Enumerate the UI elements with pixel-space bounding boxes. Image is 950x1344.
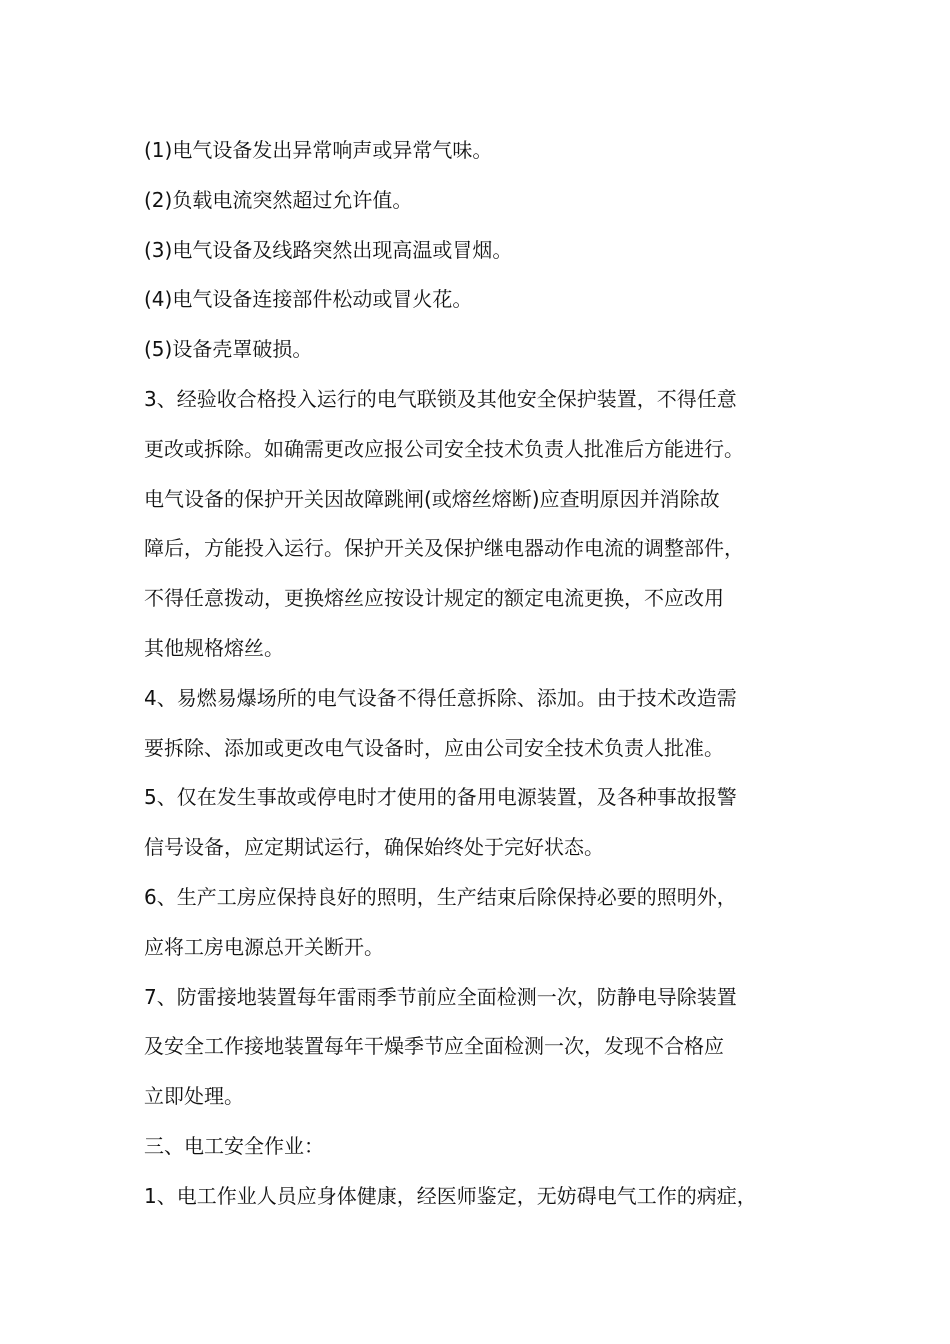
text-line: 其他规格熔丝。 [144, 635, 284, 660]
text-line: 6、生产工房应保持良好的照明，生产结束后除保持必要的照明外， [144, 884, 737, 909]
text-line: 不得任意拨动，更换熔丝应按设计规定的额定电流更换，不应改用 [144, 586, 724, 611]
text-line: 障后，方能投入运行。保护开关及保护继电器动作电流的调整部件， [144, 536, 744, 561]
text-line: (5)设备壳罩破损。 [144, 337, 313, 362]
text-line: 电气设备的保护开关因故障跳闸(或熔丝熔断)应查明原因并消除故 [144, 486, 720, 511]
text-line: 更改或拆除。如确需更改应报公司安全技术负责人批准后方能进行。 [144, 436, 744, 461]
text-line: (1)电气设备发出异常响声或异常气味。 [144, 138, 493, 162]
text-line: 5、仅在发生事故或停电时才使用的备用电源装置，及各种事故报警 [144, 785, 737, 810]
text-line: 4、易燃易爆场所的电气设备不得任意拆除、添加。由于技术改造需 [144, 685, 737, 710]
text-line: (2)负载电流突然超过允许值。 [144, 187, 413, 212]
text-line: 7、防雷接地装置每年雷雨季节前应全面检测一次，防静电导除装置 [144, 984, 737, 1009]
text-line: (4)电气设备连接部件松动或冒火花。 [144, 287, 473, 312]
text-line: 立即处理。 [144, 1084, 244, 1109]
text-line: 3、经验收合格投入运行的电气联锁及其他安全保护装置，不得任意 [144, 386, 737, 411]
section-heading: 三、电工安全作业： [144, 1133, 324, 1158]
text-line: 应将工房电源总开关断开。 [144, 934, 384, 959]
text-line: 及安全工作接地装置每年干燥季节应全面检测一次，发现不合格应 [144, 1034, 724, 1059]
text-line: (3)电气设备及线路突然出现高温或冒烟。 [144, 237, 513, 262]
text-line: 要拆除、添加或更改电气设备时，应由公司安全技术负责人批准。 [144, 735, 724, 760]
document-body [144, 126, 844, 1222]
text-line: 信号设备，应定期试运行，确保始终处于完好状态。 [144, 835, 604, 860]
text-line: 1、电工作业人员应身体健康，经医师鉴定，无妨碍电气工作的病症， [144, 1183, 757, 1208]
